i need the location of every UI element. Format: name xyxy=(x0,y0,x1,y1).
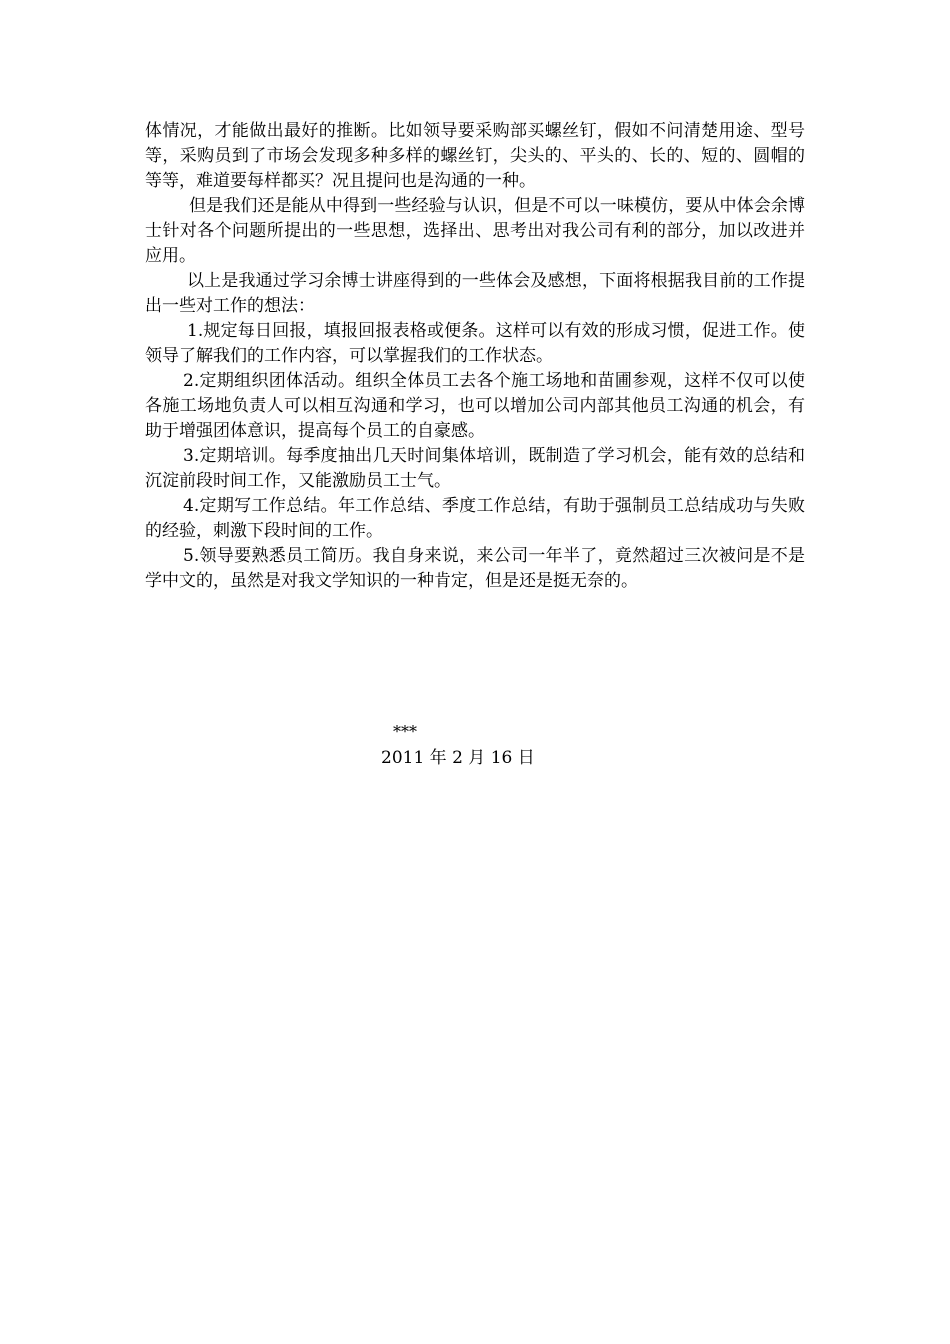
list-item-daily-report: 1.规定每日回报，填报回报表格或便条。这样可以有效的形成习惯，促进工作。使领导了解我们的工作内容，可以掌握我们的工作状态。 xyxy=(145,321,805,366)
document-date: 2011 年 2 月 16 日 xyxy=(381,748,535,768)
list-item-team-activity: 2.定期组织团体活动。组织全体员工去各个施工场地和苗圃参观，这样不仅可以使各施工场地负责人可以相互沟通和学习，也可以增加公司内部其他员工沟通的机会，有助于增强团体意识，提高每个员工的自豪感。 xyxy=(145,371,805,441)
paragraph-summary: 以上是我通过学习余博士讲座得到的一些体会及感想，下面将根据我目前的工作提出一些对工作的想法： xyxy=(145,271,805,316)
document-body xyxy=(145,119,805,594)
list-item-work-summary: 4.定期写工作总结。年工作总结、季度工作总结，有助于强制员工总结成功与失败的经验，刺激下段时间的工作。 xyxy=(145,496,805,541)
paragraph-continuation: 体情况，才能做出最好的推断。比如领导要采购部买螺丝钉，假如不问清楚用途、型号等，采购员到了市场会发现多种多样的螺丝钉，尖头的、平头的、长的、短的、圆帽的等等，难道要每样都买？况且提问也是沟通的一种。 xyxy=(145,121,805,191)
paragraph-experience: 但是我们还是能从中得到一些经验与认识，但是不可以一味模仿，要从中体会余博士针对各个问题所提出的一些思想，选择出、思考出对我公司有利的部分，加以改进并应用。 xyxy=(145,196,805,266)
list-item-resume: 5.领导要熟悉员工简历。我自身来说，来公司一年半了，竟然超过三次被问是不是学中文的，虽然是对我文学知识的一种肯定，但是还是挺无奈的。 xyxy=(145,546,805,591)
list-item-training: 3.定期培训。每季度抽出几天时间集体培训，既制造了学习机会，能有效的总结和沉淀前段时间工作，又能激励员工士气。 xyxy=(145,446,805,491)
signature: *** xyxy=(393,722,417,741)
